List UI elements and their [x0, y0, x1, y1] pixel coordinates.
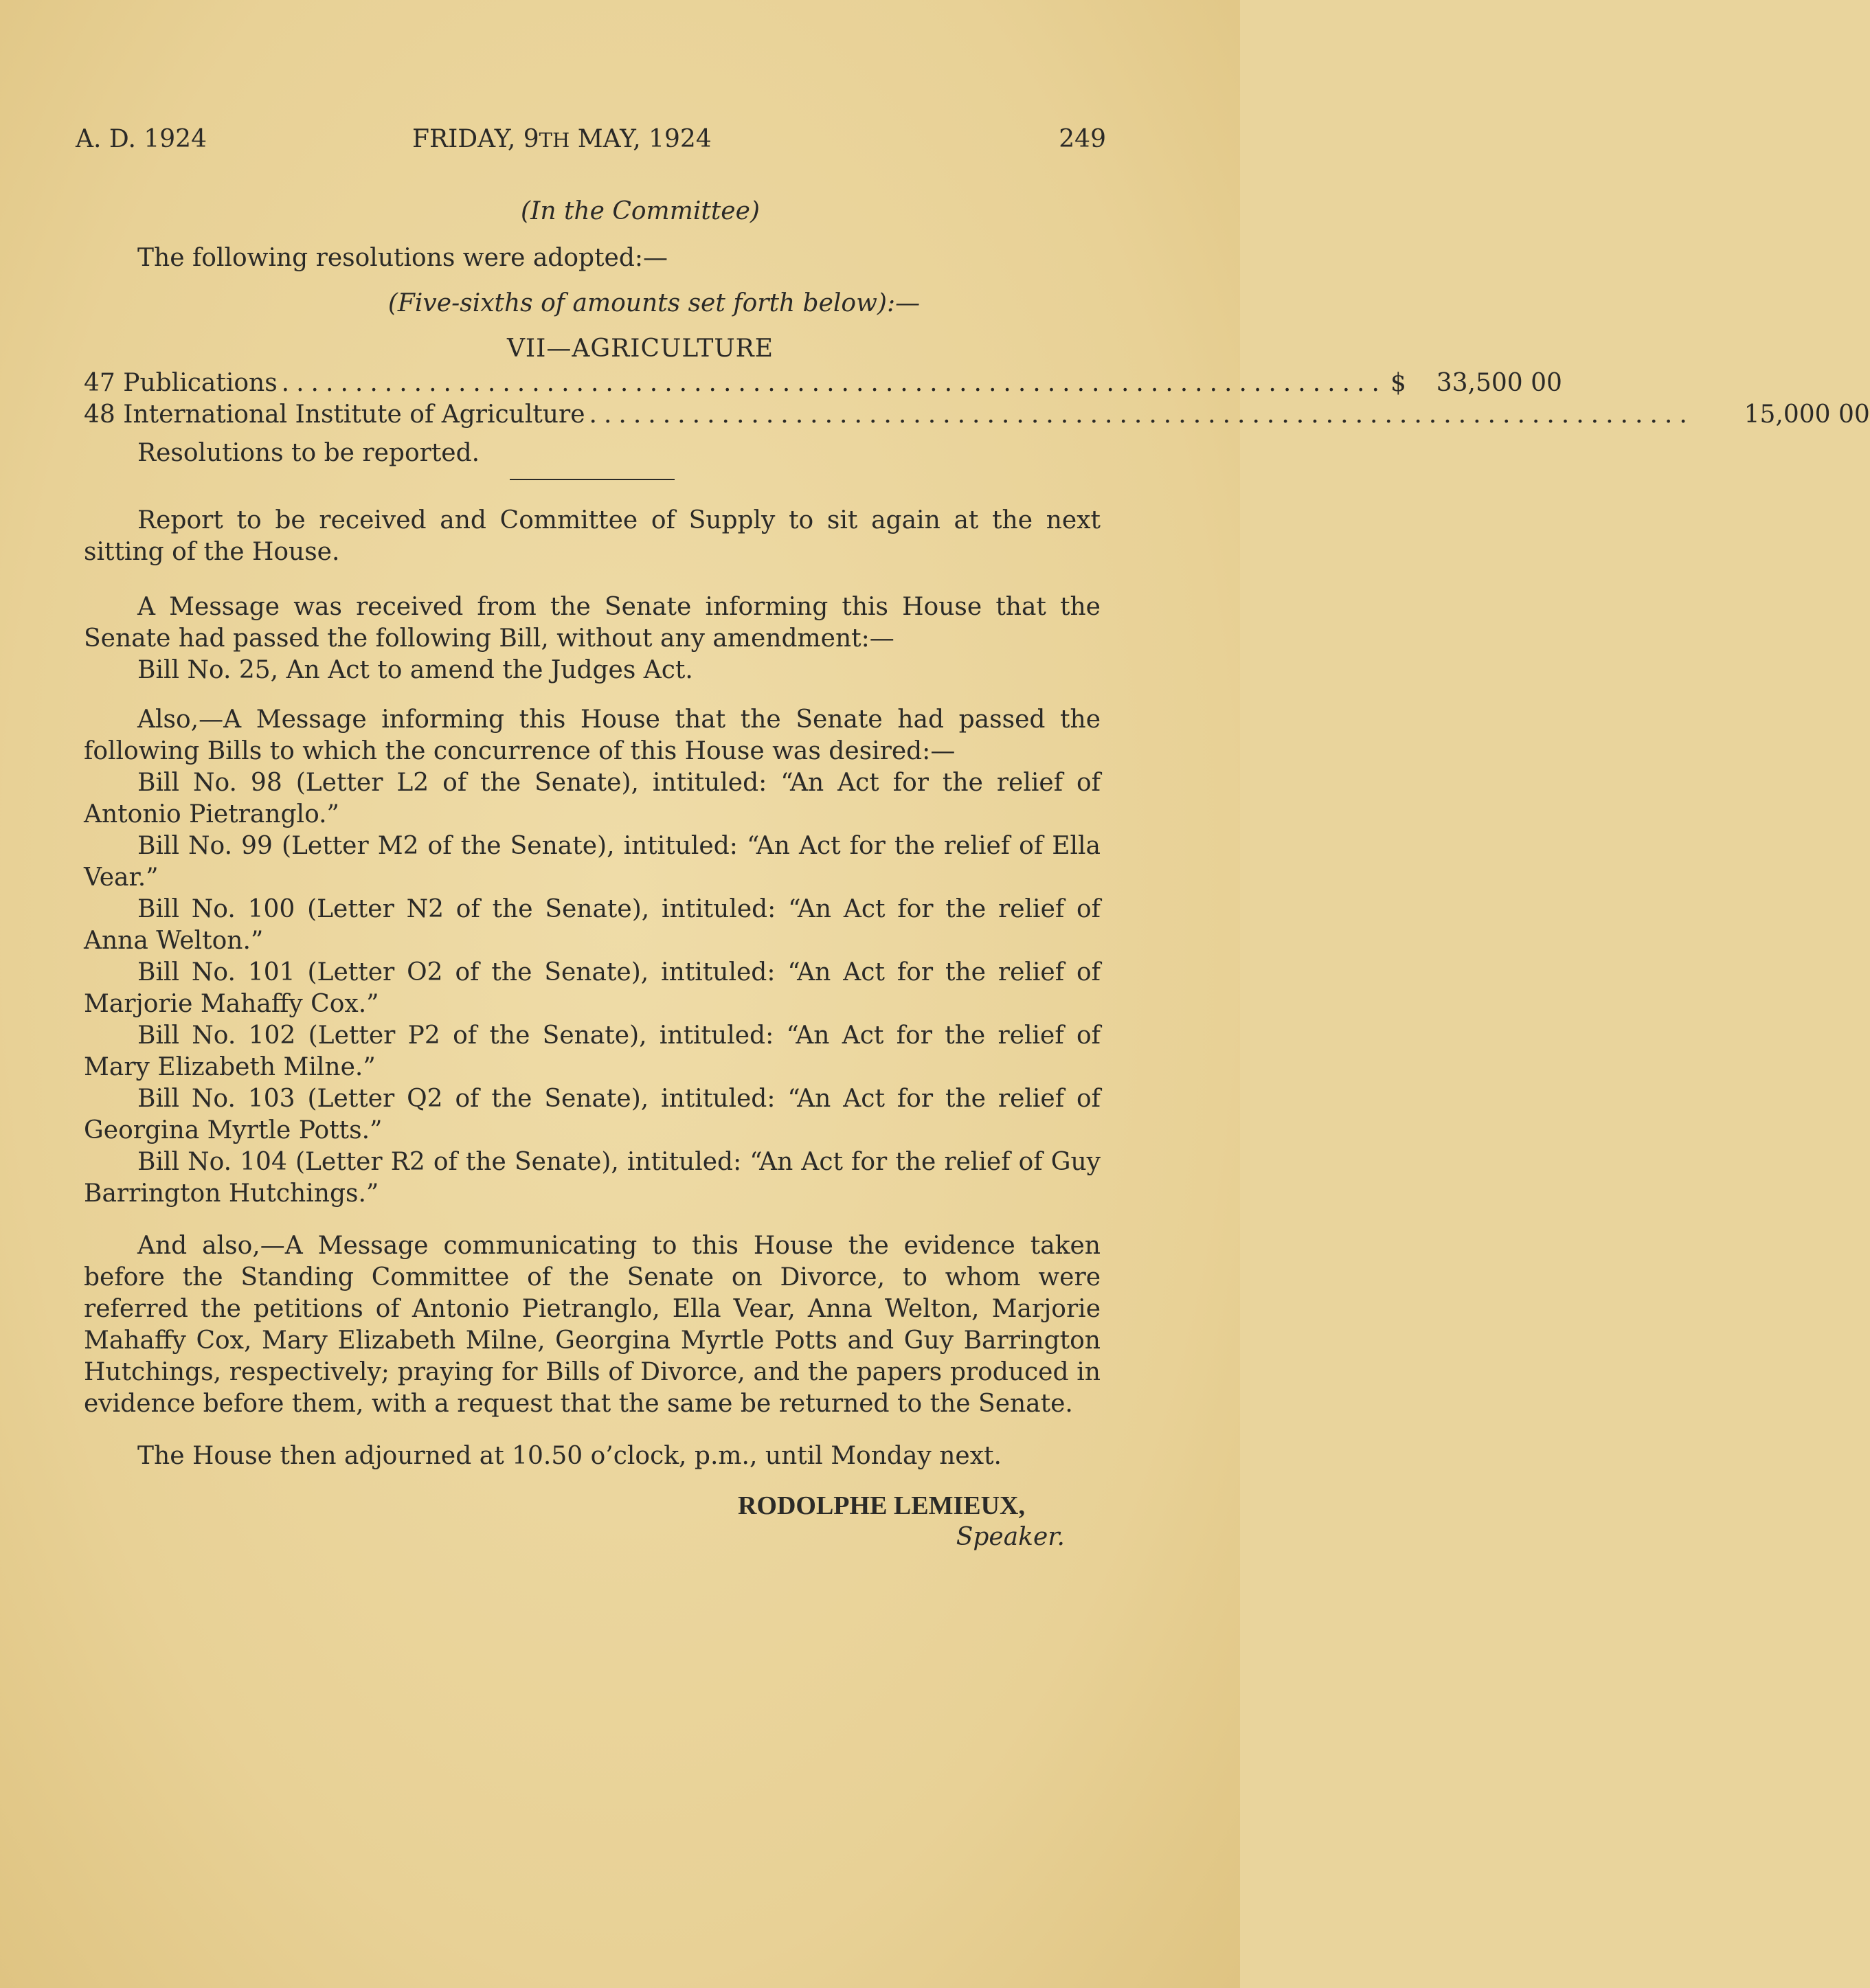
resolution-label: 47 Publications [84, 369, 278, 397]
section-title: VII—AGRICULTURE [506, 335, 774, 363]
header-date-prefix: FRIDAY, 9 [412, 125, 539, 153]
resolution-row [84, 368, 1562, 399]
leader-dots: ........................................................................... [589, 400, 1694, 429]
header-date-suffix: MAY, 1924 [570, 125, 712, 153]
header-year: A. D. 1924 [76, 125, 207, 153]
resolution-row [84, 399, 1870, 431]
senate-message-concurrence: Also,—A Message informing this House that the Senate had passed the following Bills to which the concurrence of this House was desired:— [84, 705, 1101, 765]
bill-item: Bill No. 98 (Letter L2 of the Senate), intituled: “An Act for the relief of Antonio Pietranglo.” [84, 769, 1101, 828]
signature-name: RODOLPHE LEMIEUX, [737, 1491, 1025, 1520]
page-number: 249 [1059, 125, 1106, 153]
bill-item: Bill No. 103 (Letter Q2 of the Senate), intituled: “An Act for the relief of Georgina Myrtle Potts.” [84, 1085, 1101, 1144]
bill-item: Bill No. 101 (Letter O2 of the Senate), intituled: “An Act for the relief of Marjorie Mahaffy Cox.” [84, 958, 1101, 1018]
bill-item: Bill No. 99 (Letter M2 of the Senate), intituled: “An Act for the relief of Ella Vear.” [84, 832, 1101, 892]
resolutions-intro: The following resolutions were adopted:— [137, 244, 668, 272]
bill-25: Bill No. 25, An Act to amend the Judges Act. [137, 656, 693, 684]
page-header [76, 125, 1106, 159]
resolution-amount: 33,500 00 [1436, 369, 1562, 397]
resolutions-report: Resolutions to be reported. [137, 439, 480, 467]
bill-item: Bill No. 102 (Letter P2 of the Senate), intituled: “An Act for the relief of Mary Elizabeth Milne.” [84, 1021, 1101, 1081]
adjournment-note: The House then adjourned at 10.50 o’clock, p.m., until Monday next. [137, 1442, 1002, 1470]
fraction-note: (Five-sixths of amounts set forth below):— [387, 289, 921, 317]
bill-item: Bill No. 100 (Letter N2 of the Senate), intituled: “An Act for the relief of Anna Welton.” [84, 895, 1101, 955]
senate-message-evidence: And also,—A Message communicating to this House the evidence taken before the Standing Committee of the Senate on Divorce, to whom were referred the petitions of Antonio Pietranglo, Ella Vear, Anna Welton, Marjorie Mahaffy Cox, Mary Elizabeth Milne, Georgina Myrtle Potts and Guy Barrington Hutchings, respectively; praying for Bills of Divorce, and the papers produced in evidence before them, with a request that the same be returned to the Senate. [84, 1232, 1101, 1418]
page-body [84, 196, 1870, 1553]
signature-title: Speaker. [956, 1523, 1065, 1551]
bill-item: Bill No. 104 (Letter R2 of the Senate), intituled: “An Act for the relief of Guy Barrington Hutchings.” [84, 1148, 1101, 1208]
senate-message-amendment: A Message was received from the Senate informing this House that the Senate had passed the following Bill, without any amendment:— [84, 593, 1101, 653]
resolution-dollar-sign: $ [1390, 369, 1406, 397]
header-date [412, 125, 712, 153]
resolution-amount: 15,000 00 [1744, 400, 1870, 429]
section-divider [510, 479, 675, 480]
committee-note: (In the Committee) [521, 197, 760, 225]
report-paragraph: Report to be received and Committee of Supply to sit again at the next sitting of the House. [84, 506, 1101, 566]
header-date-ordinal: TH [539, 128, 570, 152]
resolution-label: 48 International Institute of Agriculture [84, 400, 585, 429]
leader-dots: ........................................................................... [281, 369, 1386, 397]
